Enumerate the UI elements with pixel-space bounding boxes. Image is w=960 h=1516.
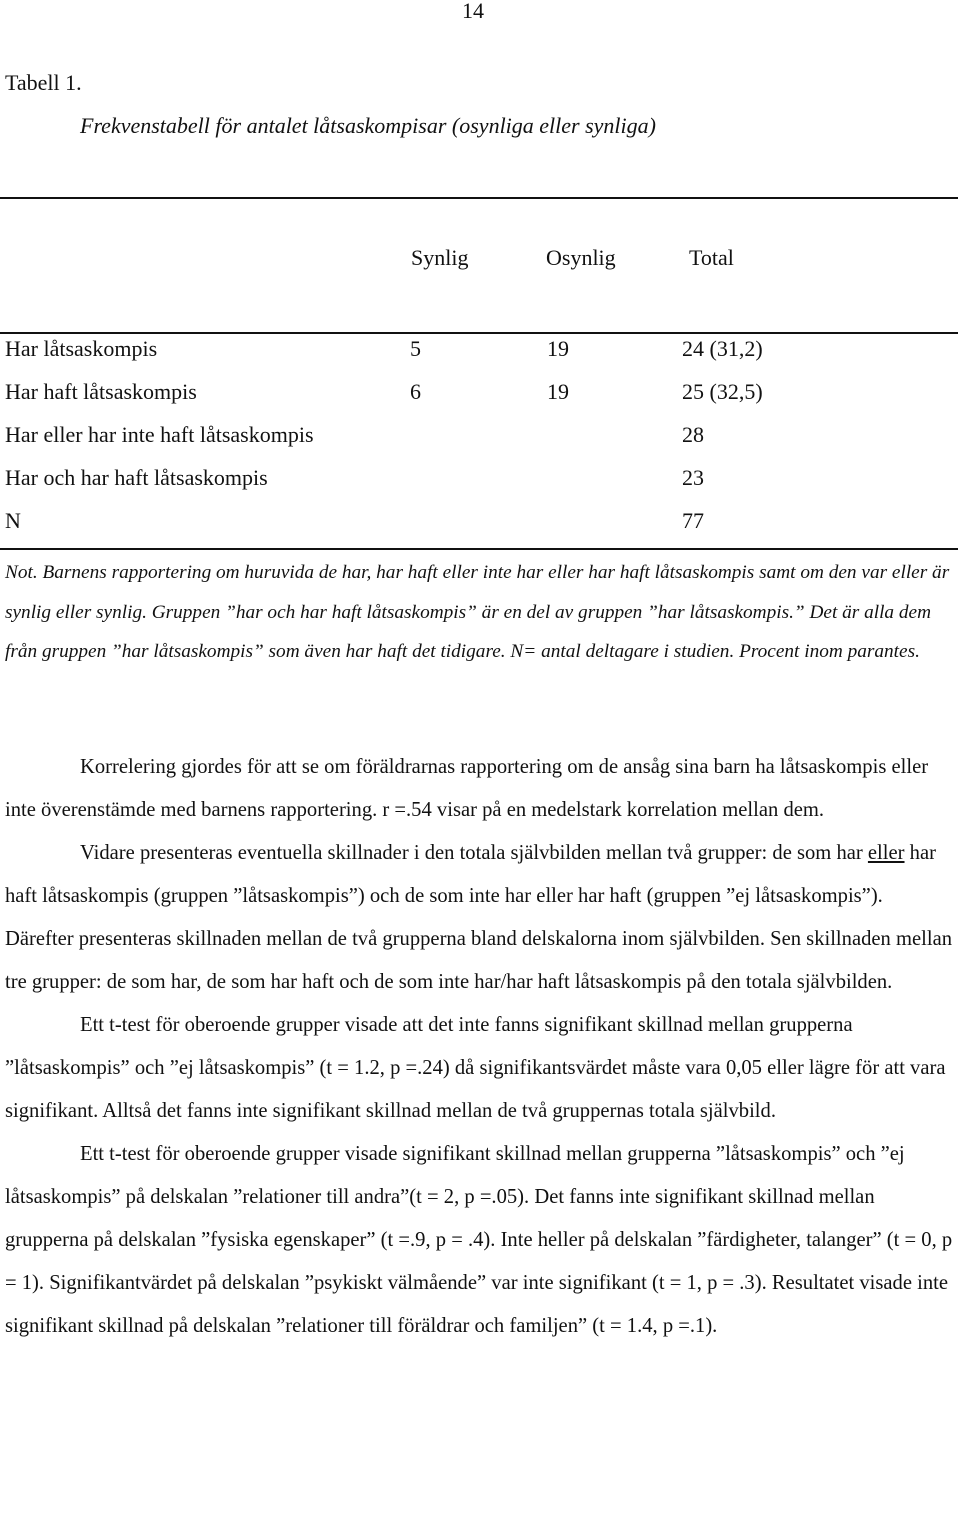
table-top-rule — [0, 197, 958, 199]
cell-synlig: 6 — [410, 379, 421, 404]
page-number: 14 — [462, 0, 484, 23]
table-bottom-rule — [0, 548, 958, 550]
cell-total: 23 — [682, 465, 704, 490]
underlined-word: eller — [867, 842, 905, 864]
column-header-osynlig: Osynlig — [546, 245, 616, 270]
paragraph: Ett t-test för oberoende grupper visade att det inte fanns signifikant skillnad mellan grupperna ”låtsaskompis” och ”ej låtsaskompis” (t = 1.2, p =.24) då signifikantsvärdet måste vara 0,05 eller lägre för att vara signifikant. Alltså det fanns inte signifikant skillnad mellan de två gruppernas totala självbild. — [5, 1014, 946, 1122]
table-row — [0, 336, 960, 379]
column-header-total: Total — [689, 245, 734, 270]
cell-total: 24 (31,2) — [682, 336, 763, 361]
cell-synlig: 5 — [410, 336, 421, 361]
row-label: Har eller har inte haft låtsaskompis — [5, 422, 314, 447]
paragraph — [5, 832, 953, 1004]
table-row — [0, 422, 960, 465]
cell-total: 77 — [682, 508, 704, 533]
row-label: Har låtsaskompis — [5, 336, 158, 361]
paragraph-text: har haft låtsaskompis (gruppen ”låtsaskompis”) och de som inte har eller har haft (gruppen ”ej låtsaskompis”). Därefter presenteras skillnaden mellan de två grupperna bland delskalorna inom självbilden. Sen skillnaden mellan tre grupper: de som har, de som har haft och de som inte har/har haft låtsaskompis på den totala självbilden. — [5, 842, 953, 993]
row-label: Har och har haft låtsaskompis — [5, 465, 268, 490]
column-header-synlig: Synlig — [411, 245, 469, 270]
paragraph: Korrelering gjordes för att se om föräldrarnas rapportering om de ansåg sina barn ha låtsaskompis eller inte överenstämde med barnens rapportering. r =.54 visar på en medelstark korrelation mellan dem. — [5, 756, 929, 821]
table-label: Tabell 1. — [5, 70, 82, 95]
row-label: Har haft låtsaskompis — [5, 379, 197, 404]
row-label: N — [5, 508, 21, 533]
cell-osynlig: 19 — [547, 379, 569, 404]
cell-total: 28 — [682, 422, 704, 447]
table-header-rule — [0, 332, 958, 334]
table-row — [0, 465, 960, 508]
cell-osynlig: 19 — [547, 336, 569, 361]
body-text — [5, 746, 953, 1348]
table-row — [0, 508, 960, 551]
table-title: Frekvenstabell för antalet låtsaskompisar (osynliga eller synliga) — [80, 113, 656, 138]
table-row — [0, 379, 960, 422]
paragraph: Ett t-test för oberoende grupper visade signifikant skillnad mellan grupperna ”låtsaskompis” och ”ej låtsaskompis” på delskalan ”relationer till andra”(t = 2, p =.05). Det fanns inte signifikant skillnad mellan grupperna på delskalan ”fysiska egenskaper” (t =.9, p = .4). Inte heller på delskalan ”färdigheter, talanger” (t = 0, p = 1). Signifikantvärdet på delskalan ”psykiskt välmående” var inte signifikant (t = 1, p = .3). Resultatet visade inte signifikant skillnad på delskalan ”relationer till föräldrar och familjen” (t = 1.4, p =.1). — [5, 1143, 953, 1337]
cell-total: 25 (32,5) — [682, 379, 763, 404]
table-note: Not. Barnens rapportering om huruvida de har, har haft eller inte har eller har haft låtsaskompis samt om den var eller är synlig eller synlig. Gruppen ”har och har haft låtsaskompis” är en del av gruppen ”har låtsaskompis.” Det är alla dem från gruppen ”har låtsaskompis” som även har haft det tidigare. N= antal deltagare i studien. Procent inom parantes. — [5, 562, 950, 663]
paragraph-text: Vidare presenteras eventuella skillnader i den totala självbilden mellan två grupper: de som har — [80, 842, 868, 864]
